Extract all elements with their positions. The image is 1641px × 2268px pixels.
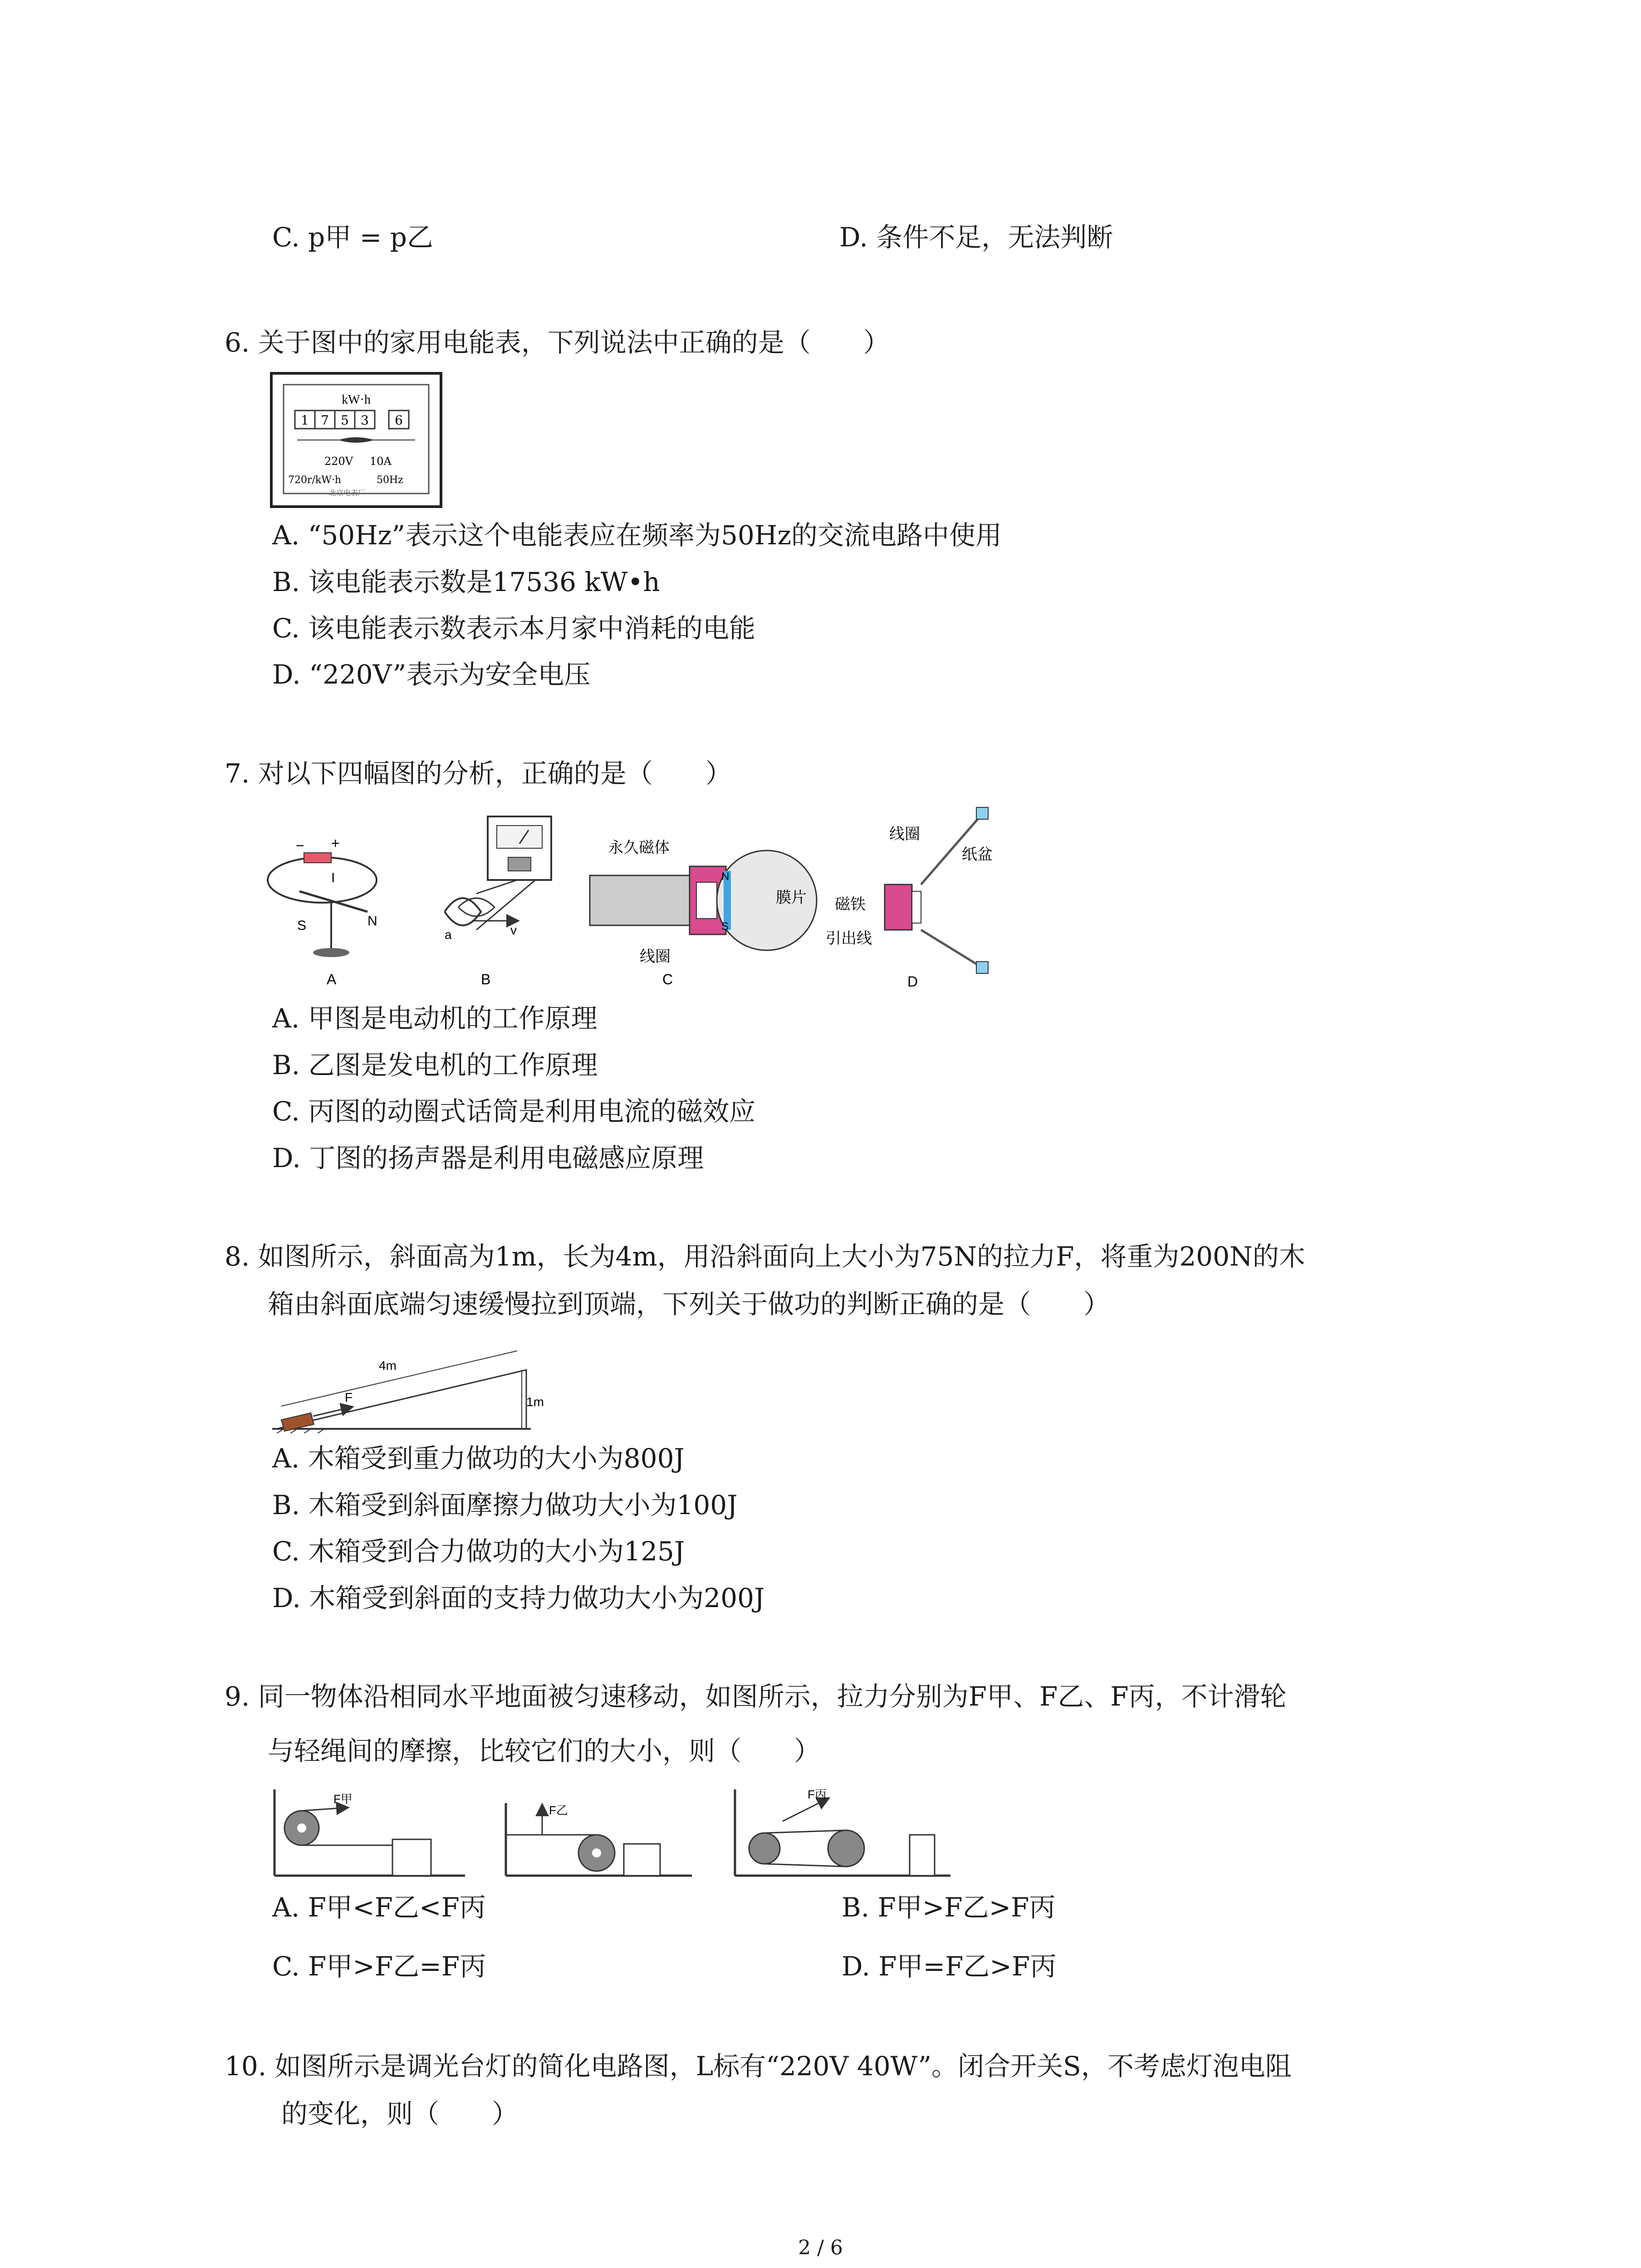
q8-option-c: C. 木箱受到合力做功的大小为125J [272, 1536, 685, 1567]
electric-meter-figure [270, 372, 442, 508]
q9-stem-line1: 9. 同一物体沿相同水平地面被匀速移动，如图所示，拉力分别为F甲、F乙、F丙，不计滑轮 [225, 1681, 1287, 1712]
meter-digit-2: 7 [321, 413, 329, 428]
fig-a-label: A [327, 971, 337, 987]
force-f3: F丙 [808, 1788, 827, 1801]
figure-a-oersted [268, 835, 377, 987]
meter-digit-5: 6 [395, 413, 403, 428]
incline-force: F [345, 1390, 353, 1404]
meter-digit-4: 3 [361, 413, 369, 428]
fig-d-lead: 引出线 [826, 930, 872, 947]
fig-c-membrane: 膜片 [776, 889, 807, 906]
meter-maker: 北京电表厂 [329, 489, 366, 497]
q10-stem-line1: 10. 如图所示是调光台灯的简化电路图，L标有“220V 40W”。闭合开关S，不考虑灯泡电阻 [225, 2051, 1292, 2082]
meter-unit: kW·h [342, 393, 371, 407]
q7-option-c: C. 丙图的动圈式话筒是利用电流的磁效应 [272, 1096, 756, 1127]
q5-option-d: D. 条件不足，无法判断 [839, 222, 1113, 253]
fig-d-cone: 纸盆 [962, 846, 993, 863]
q5-option-c: C. p甲 = p乙 [272, 222, 433, 253]
pulley-figure-3 [735, 1788, 950, 1876]
fig-a-minus: − [296, 837, 304, 854]
q7-option-d: D. 丁图的扬声器是利用电磁感应原理 [272, 1143, 704, 1173]
q8-stem-line2: 箱由斜面底端匀速缓慢拉到顶端，下列关于做功的判断正确的是（ ） [268, 1289, 1110, 1320]
force-f1: F甲 [333, 1792, 353, 1806]
q9-option-c: C. F甲>F乙=F丙 [272, 1951, 486, 1982]
incline-length: 4m [379, 1359, 397, 1373]
q9-option-b: B. F甲>F乙>F丙 [842, 1892, 1056, 1923]
fig-b-label: B [481, 971, 491, 987]
meter-voltage: 220V [324, 455, 353, 468]
force-f2: F乙 [549, 1804, 568, 1817]
q7-stem: 7. 对以下四幅图的分析，正确的是（ ） [225, 758, 732, 789]
figure-c-microphone [590, 839, 817, 987]
q9-option-d: D. F甲=F乙>F丙 [842, 1951, 1057, 1982]
q8-option-a: A. 木箱受到重力做功的大小为800J [272, 1443, 685, 1474]
fig-a-plus: + [331, 835, 340, 851]
page-number: 2 / 6 [798, 2236, 843, 2259]
fig-b-a: a [445, 928, 452, 942]
pulley-figure-2 [506, 1803, 692, 1876]
fig-c-label: C [662, 971, 673, 987]
pulley-figure-1 [274, 1789, 465, 1876]
q6-option-d: D. “220V”表示为安全电压 [272, 659, 591, 690]
pulley-figures [270, 1785, 960, 1885]
fig-b-v: v [510, 923, 517, 937]
incline-height: 1m [526, 1395, 544, 1409]
fig-c-n: N [721, 870, 730, 883]
fig-a-n: N [367, 914, 377, 929]
q6-stem: 6. 关于图中的家用电能表，下列说法中正确的是（ ） [225, 327, 890, 358]
q9-option-a: A. F甲<F乙<F丙 [272, 1892, 486, 1923]
q8-option-d: D. 木箱受到斜面的支持力做功大小为200J [272, 1583, 765, 1613]
incline-figure [272, 1338, 554, 1433]
meter-current: 10A [370, 455, 392, 468]
fig-a-current: I [331, 870, 335, 885]
q7-option-a: A. 甲图是电动机的工作原理 [272, 1003, 598, 1034]
q10-stem-line2: 的变化，则（ ） [281, 2098, 519, 2129]
q9-stem-line2: 与轻绳间的摩擦，比较它们的大小，则（ ） [268, 1735, 821, 1766]
meter-freq: 50Hz [377, 474, 403, 486]
q6-option-a: A. “50Hz”表示这个电能表应在频率为50Hz的交流电路中使用 [272, 520, 1002, 551]
fig-d-label: D [907, 973, 918, 990]
q7-option-b: B. 乙图是发电机的工作原理 [272, 1050, 598, 1080]
fig-c-coil: 线圈 [640, 948, 671, 965]
q8-option-b: B. 木箱受到斜面摩擦力做功大小为100J [272, 1490, 738, 1520]
fig-a-s: S [297, 918, 307, 933]
fig-c-s: S [721, 920, 729, 933]
q8-stem-line1: 8. 如图所示，斜面高为1m，长为4m，用沿斜面向上大小为75N的拉力F，将重为200N的木 [225, 1241, 1305, 1272]
fig-d-coil: 线圈 [889, 826, 920, 843]
meter-digit-1: 1 [301, 413, 309, 428]
q7-four-figures [263, 803, 1007, 993]
q6-option-c: C. 该电能表示数表示本月家中消耗的电能 [272, 613, 756, 644]
q6-option-b: B. 该电能表示数是17536 kW•h [272, 567, 660, 597]
meter-digit-3: 5 [341, 413, 349, 428]
figure-b-induction [445, 816, 551, 987]
fig-c-magnet: 永久磁体 [608, 839, 670, 856]
fig-d-magnet: 磁铁 [835, 896, 866, 913]
meter-rev: 720r/kW·h [288, 474, 342, 486]
figure-d-speaker [826, 807, 993, 990]
